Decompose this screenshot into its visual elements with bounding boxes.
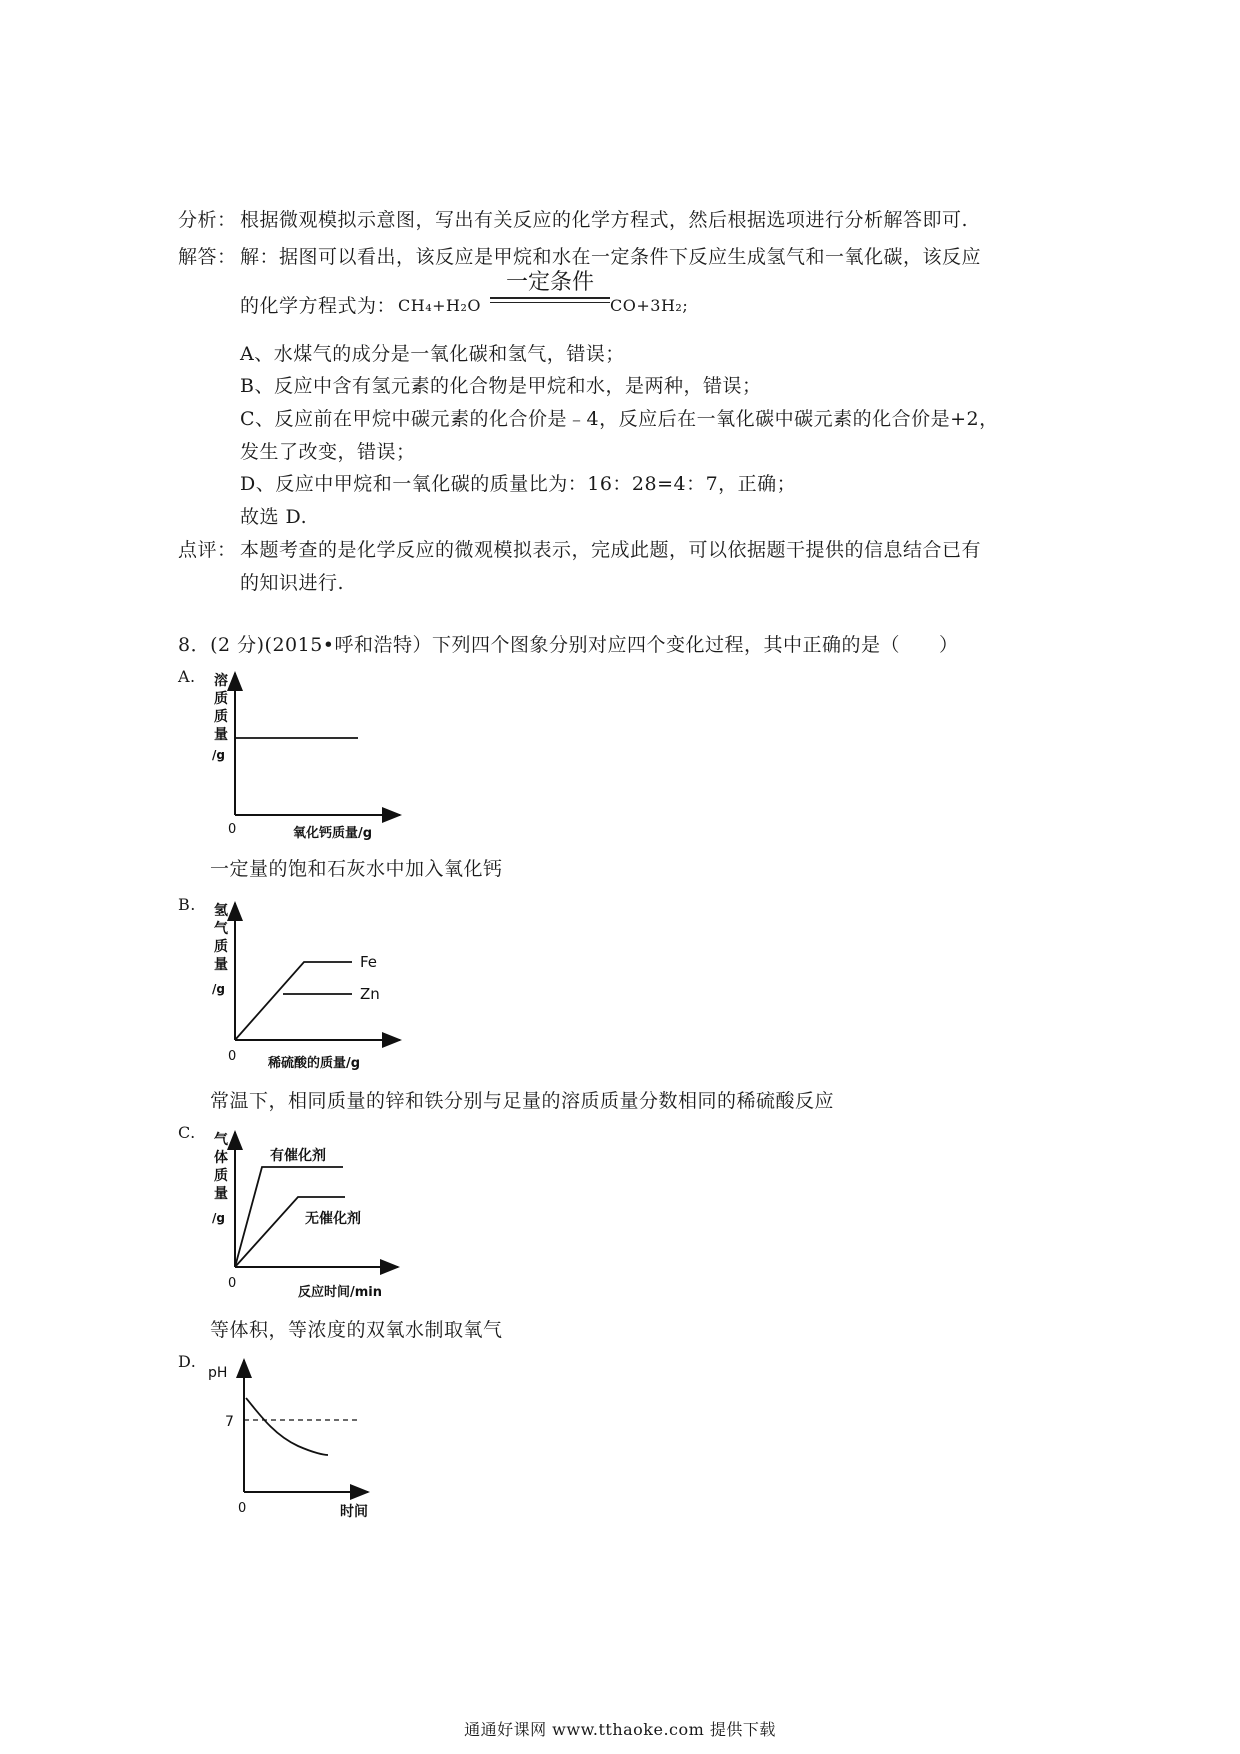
y-label-char: 量 [214,1186,228,1202]
curve-guide [246,1398,336,1457]
y-label-char: 氢 [214,903,228,919]
analysis-text: 根据微观模拟示意图，写出有关反应的化学方程式，然后根据选项进行分析解答即可. [240,209,969,231]
without-catalyst-label: 无催化剂 [305,1211,361,1227]
answer-choice: 故选 D. [240,506,308,528]
ph7-tick-label: 7 [225,1414,234,1430]
option-a-letter: A. [178,667,196,686]
equation-left: CH₄+H₂O [398,296,481,315]
origin-label: 0 [228,822,237,837]
y-label-char: 气 [214,921,228,937]
graph-b [200,895,420,1075]
analysis-label: 分析： [178,209,237,231]
fe-line [235,962,352,1040]
with-catalyst-label: 有催化剂 [270,1148,326,1164]
option-c-analysis: C、反应前在甲烷中碳元素的化合价是﹣4，反应后在一氧化碳中碳元素的化合价是+2， [240,408,999,430]
graph-d [200,1352,420,1532]
option-b-letter: B. [178,895,196,914]
y-label-char: 体 [214,1150,228,1166]
equation-double-line [490,297,610,303]
x-label: 稀硫酸的质量/g [268,1056,361,1071]
x-label: 时间 [340,1504,368,1520]
y-label-char: 量 [214,727,228,743]
fe-label: Fe [360,953,378,971]
origin-label: 0 [238,1501,247,1516]
origin-label: 0 [228,1049,237,1064]
y-label: pH [208,1365,228,1381]
equation-prefix: 的化学方程式为： [240,295,397,317]
solution-line1: 解：据图可以看出，该反应是甲烷和水在一定条件下反应生成氢气和一氧化碳，该反应 [240,246,982,268]
y-label-char: 质 [214,1168,228,1184]
option-a-analysis: A、水煤气的成分是一氧化碳和氢气，错误； [240,343,625,365]
zn-label: Zn [360,985,380,1003]
comment-line1: 本题考查的是化学反应的微观模拟表示，完成此题，可以依据题干提供的信息结合已有 [240,539,982,561]
graph-c [200,1124,420,1304]
solution-label: 解答： [178,246,237,268]
x-label: 氧化钙质量/g [293,826,373,841]
question-text: 8．(2 分)(2015•呼和浩特）下列四个图象分别对应四个变化过程，其中正确的是（ ） [178,634,959,656]
equation-condition: 一定条件 [505,270,594,295]
option-d-analysis: D、反应中甲烷和一氧化碳的质量比为：16：28=4：7，正确； [240,473,797,495]
y-label-char: 质 [214,939,228,955]
option-b-analysis: B、反应中含有氢元素的化合物是甲烷和水，是两种，错误； [240,375,762,397]
option-c-analysis-cont: 发生了改变，错误； [240,441,416,463]
equation-condition-block [490,270,610,303]
option-a-caption: 一定量的饱和石灰水中加入氧化钙 [210,858,503,880]
option-d-letter: D. [178,1352,197,1371]
comment-line2: 的知识进行. [240,572,345,594]
x-label: 反应时间/min [298,1285,383,1300]
y-label-unit: /g [212,982,225,996]
comment-label: 点评： [178,539,237,561]
y-label-char: 溶 [214,673,228,689]
ph-curve [246,1398,328,1455]
option-b-caption: 常温下，相同质量的锌和铁分别与足量的溶质质量分数相同的稀硫酸反应 [210,1090,835,1112]
option-c-letter: C. [178,1123,196,1142]
graph-a [200,665,420,845]
y-label-unit: /g [212,748,225,762]
equation-right: CO+3H₂; [610,296,689,315]
option-c-caption: 等体积，等浓度的双氧水制取氧气 [210,1319,503,1341]
origin-label: 0 [228,1276,237,1291]
y-label-char: 气 [214,1132,228,1148]
y-label-unit: /g [212,1211,225,1225]
y-label-char: 量 [214,957,228,973]
y-label-char: 质 [214,691,228,707]
footer-text: 通通好课网 www.tthaoke.com 提供下载 [464,1720,776,1739]
y-label-char: 质 [214,709,228,725]
